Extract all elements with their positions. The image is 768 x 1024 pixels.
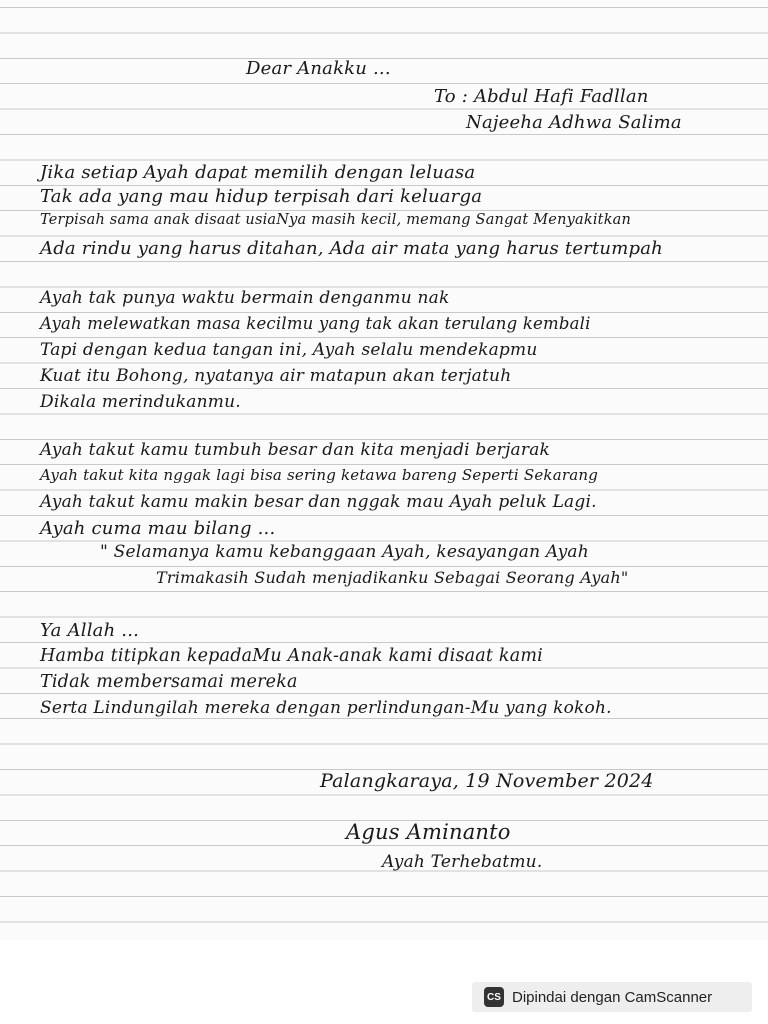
stanza3-line-4: Ayah cuma mau bilang ... (40, 518, 276, 539)
quote-line-2: Trimakasih Sudah menjadikanku Sebagai Seorang Ayah" (156, 568, 629, 587)
recipient-line-1: To : Abdul Hafi Fadllan (434, 86, 649, 107)
signature-name: Agus Aminanto (346, 820, 511, 844)
recipient-line-2: Najeeha Adhwa Salima (466, 112, 682, 133)
stanza1-line-2: Tak ada yang mau hidup terpisah dari keluarga (40, 186, 483, 207)
stanza3-line-3: Ayah takut kamu makin besar dan nggak mau Ayah peluk Lagi. (40, 492, 597, 512)
quote-line-1: " Selamanya kamu kebanggaan Ayah, kesayangan Ayah (100, 542, 589, 562)
place-date: Palangkaraya, 19 November 2024 (320, 770, 654, 792)
camscanner-watermark (472, 982, 752, 1012)
signature-title: Ayah Terhebatmu. (382, 852, 543, 872)
stanza4-line-4: Serta Lindungilah mereka dengan perlindungan-Mu yang kokoh. (40, 698, 612, 718)
stanza4-line-1: Ya Allah ... (40, 620, 140, 641)
stanza3-line-2: Ayah takut kita nggak lagi bisa sering ketawa bareng Seperti Sekarang (40, 466, 599, 484)
stanza2-line-5: Dikala merindukanmu. (40, 392, 241, 412)
stanza1-line-1: Jika setiap Ayah dapat memilih dengan leluasa (40, 162, 476, 183)
greeting: Dear Anakku ... (246, 58, 391, 79)
stanza2-line-2: Ayah melewatkan masa kecilmu yang tak akan terulang kembali (40, 314, 591, 333)
camscanner-icon: CS (484, 987, 504, 1007)
watermark-text: Dipindai dengan CamScanner (512, 988, 713, 1006)
stanza3-line-1: Ayah takut kamu tumbuh besar dan kita menjadi berjarak (40, 440, 551, 460)
stanza4-line-3: Tidak membersamai mereka (40, 672, 298, 692)
stanza4-line-2: Hamba titipkan kepadaMu Anak-anak kami disaat kami (40, 646, 543, 666)
stanza1-line-3: Terpisah sama anak disaat usiaNya masih kecil, memang Sangat Menyakitkan (40, 212, 632, 228)
stanza2-line-1: Ayah tak punya waktu bermain denganmu nak (40, 288, 450, 308)
stanza2-line-4: Kuat itu Bohong, nyatanya air matapun akan terjatuh (40, 366, 512, 386)
stanza1-line-4: Ada rindu yang harus ditahan, Ada air mata yang harus tertumpah (40, 238, 663, 259)
stanza2-line-3: Tapi dengan kedua tangan ini, Ayah selalu mendekapmu (40, 340, 538, 360)
